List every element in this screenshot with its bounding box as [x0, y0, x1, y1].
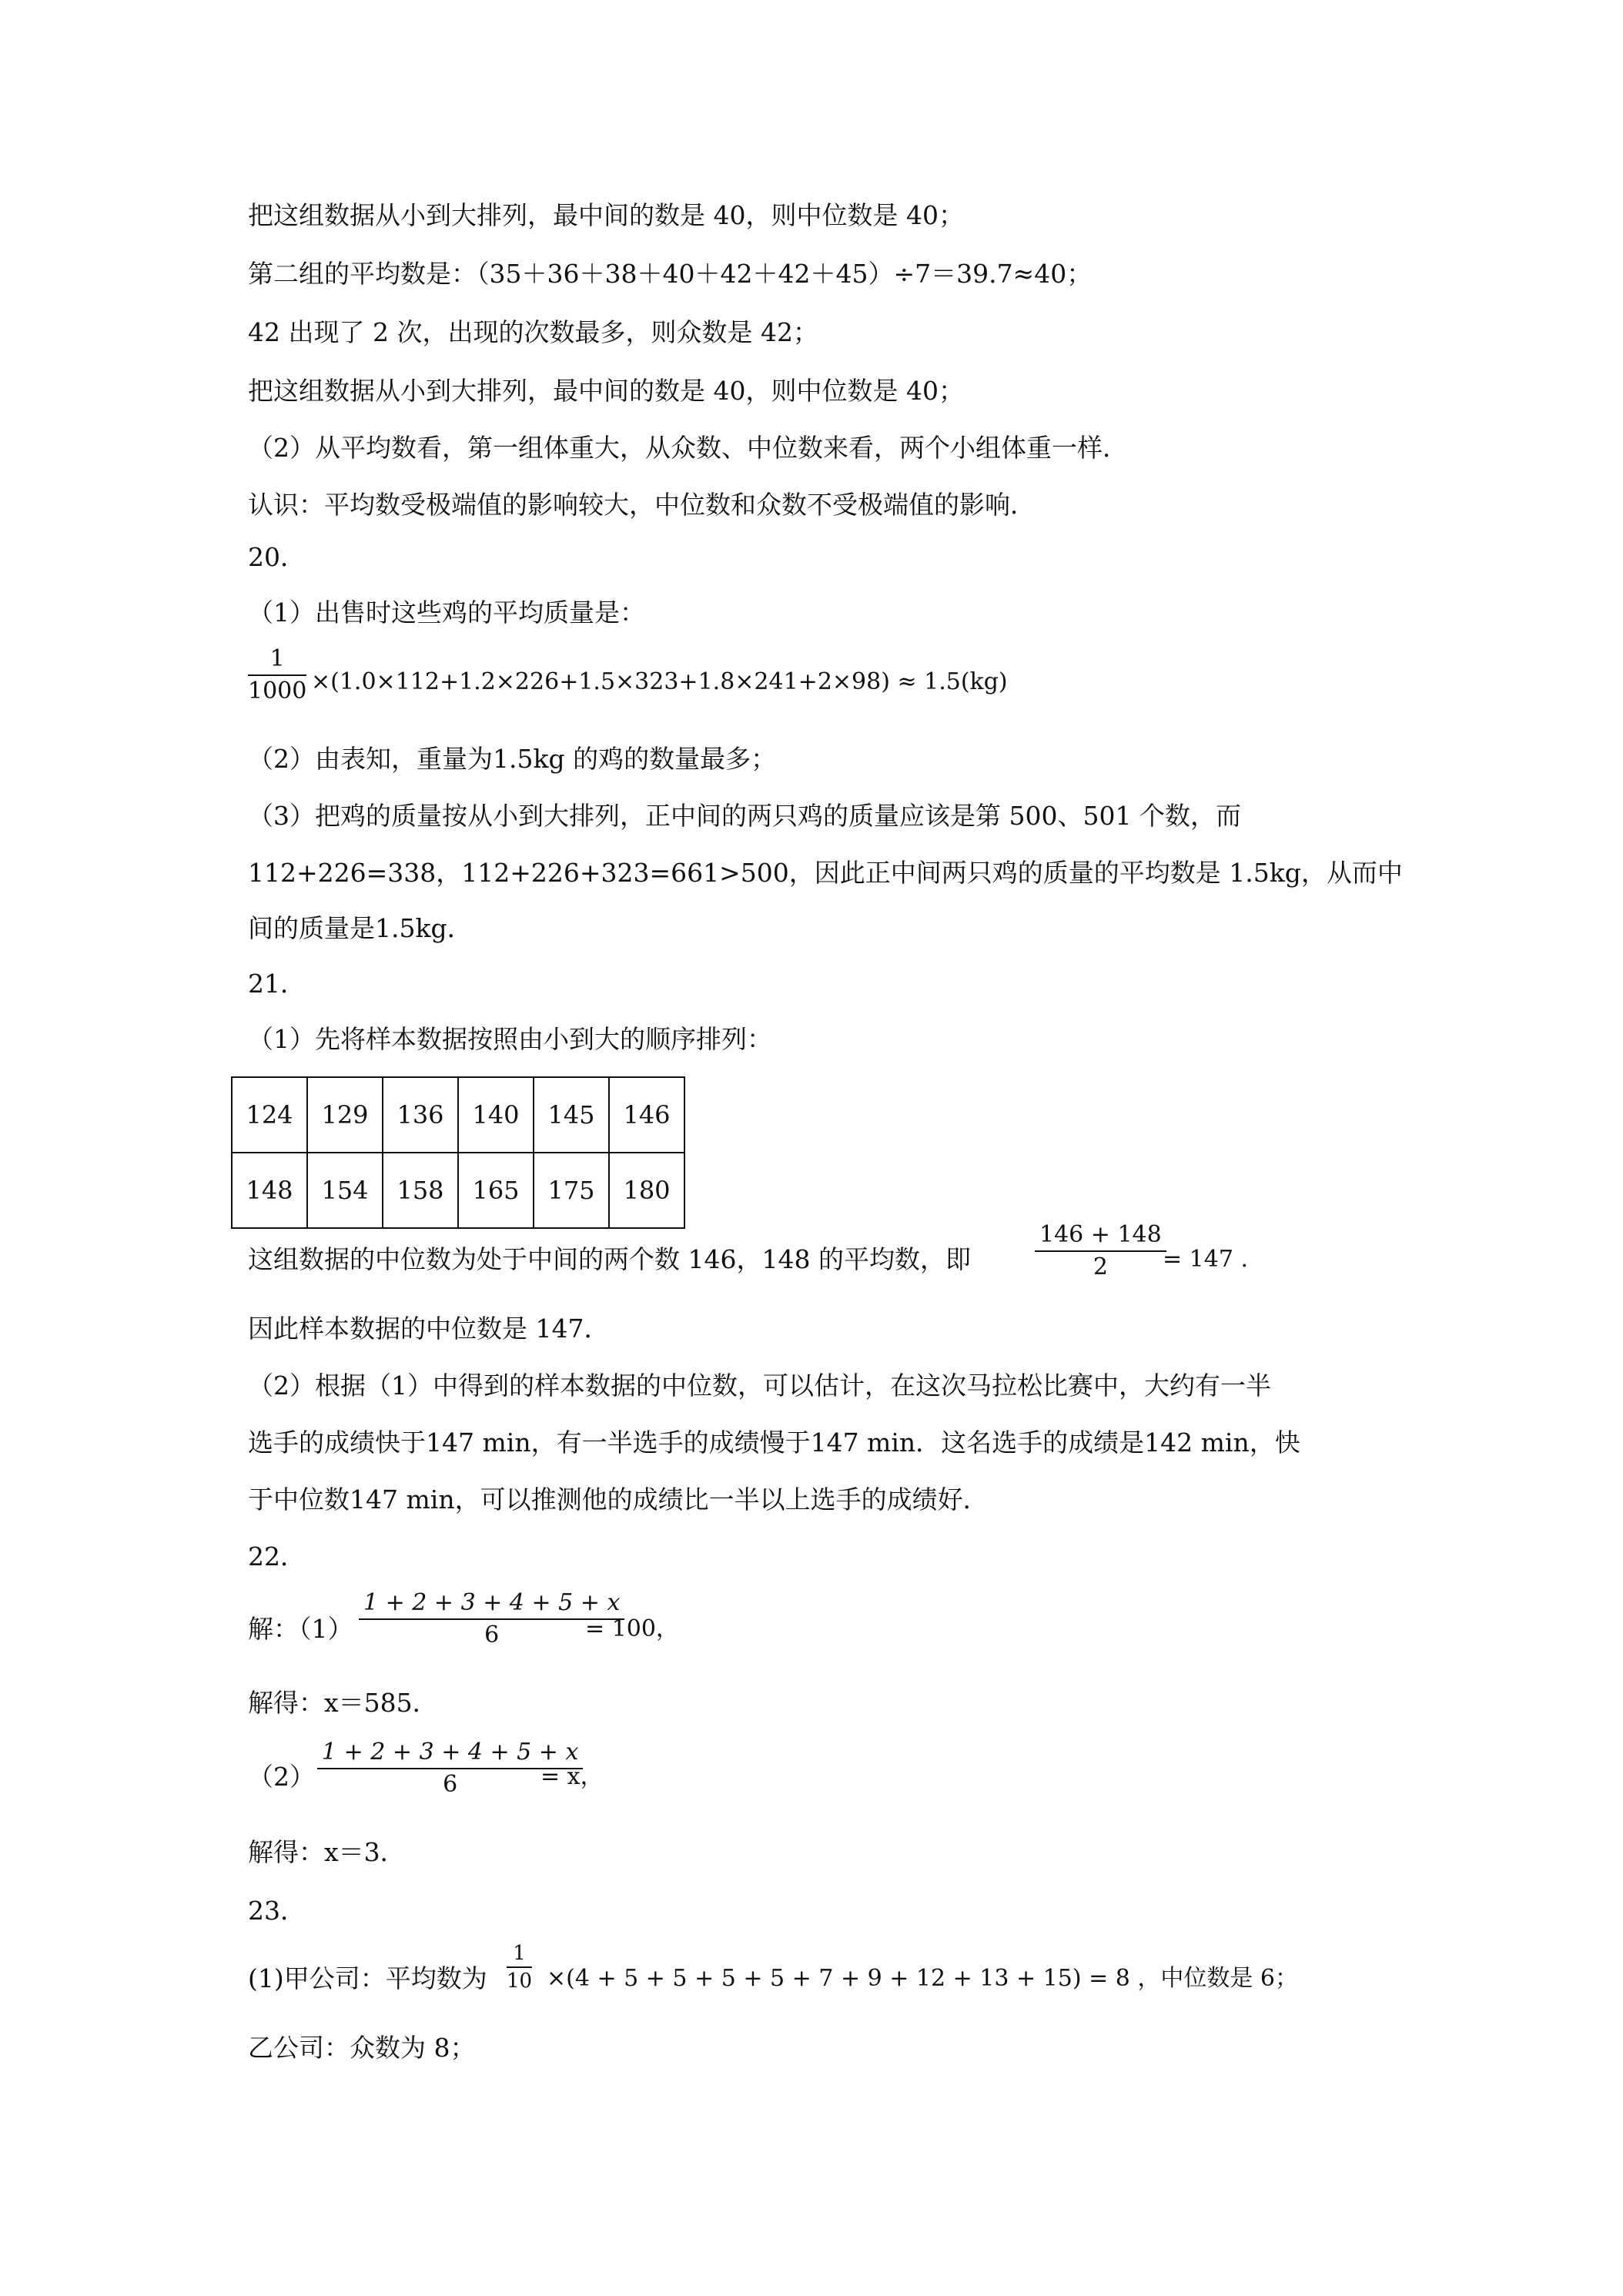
text-line: 解得：x＝3． — [248, 1837, 406, 1867]
text-line: 解：（1） — [248, 1614, 353, 1644]
table-cell: 175 — [534, 1153, 609, 1228]
fraction — [1035, 1220, 1166, 1283]
formula: ×(1.0×112+1.2×226+1.5×323+1.8×241+2×98) ≈ 1.5(kg) — [311, 668, 1008, 695]
table-cell: 158 — [383, 1153, 458, 1228]
table-row — [232, 1077, 684, 1153]
fraction-numerator: 1 + 2 + 3 + 4 + 5 + x — [363, 1589, 621, 1616]
fraction — [248, 644, 306, 707]
fraction-numerator: 1 — [513, 1942, 526, 1965]
table-cell: 154 — [307, 1153, 383, 1228]
question-number: 22． — [248, 1541, 306, 1571]
table-cell: 124 — [232, 1077, 307, 1153]
text-line: 认识：平均数受极端值的影响较大，中位数和众数不受极端值的影响． — [248, 490, 1036, 520]
formula: ×(4 + 5 + 5 + 5 + 5 + 7 + 9 + 12 + 13 + 15) = 8 ，中位数是 6； — [547, 1965, 1299, 1992]
text-line: （1）出售时这些鸡的平均质量是： — [248, 597, 645, 628]
fraction-denominator: 1000 — [248, 678, 307, 705]
table-cell: 180 — [609, 1153, 684, 1228]
formula-result: = x， — [540, 1763, 604, 1790]
text-line: 因此样本数据的中位数是 147． — [248, 1314, 610, 1344]
formula-result: = 147 . — [1163, 1246, 1249, 1273]
text-line: 第二组的平均数是：（35＋36＋38＋40＋42＋42＋45）÷7＝39.7≈40； — [248, 259, 1093, 289]
table-cell: 140 — [458, 1077, 534, 1153]
fraction-numerator: 1 + 2 + 3 + 4 + 5 + x — [322, 1739, 579, 1766]
table-cell: 165 — [458, 1153, 534, 1228]
text-line: （2）从平均数看，第一组体重大，从众数、中位数来看，两个小组体重一样． — [248, 433, 1128, 463]
text-line: 乙公司：众数为 8； — [248, 2033, 476, 2063]
text-line: 间的质量是1.5kg． — [248, 913, 473, 943]
text-line: （2） — [248, 1762, 315, 1792]
table-cell: 148 — [232, 1153, 307, 1228]
text-line: 这组数据的中位数为处于中间的两个数 146，148 的平均数，即 — [248, 1244, 971, 1274]
formula-result: = 100， — [585, 1615, 679, 1642]
fraction — [507, 1940, 532, 1994]
question-number: 20． — [248, 542, 306, 572]
text-line: 112+226=338，112+226+323=661>500，因此正中间两只鸡的质量的平均数是 1.5kg，从而中 — [248, 858, 1403, 888]
fraction-denominator: 2 — [1093, 1253, 1108, 1280]
text-line: (1)甲公司：平均数为 — [248, 1963, 487, 1993]
fraction-denominator: 6 — [484, 1622, 500, 1648]
table-cell: 129 — [307, 1077, 383, 1153]
text-line: （3）把鸡的质量按从小到大排列，正中间的两只鸡的质量应该是第 500、501 个数，而 — [248, 801, 1241, 831]
table-cell: 136 — [383, 1077, 458, 1153]
text-line: （2）根据（1）中得到的样本数据的中位数，可以估计，在这次马拉松比赛中，大约有一半 — [248, 1371, 1271, 1401]
text-line: 把这组数据从小到大排列，最中间的数是 40，则中位数是 40； — [248, 200, 964, 230]
text-line: 把这组数据从小到大排列，最中间的数是 40，则中位数是 40； — [248, 376, 964, 406]
table-cell: 145 — [534, 1077, 609, 1153]
text-line: 选手的成绩快于147 min，有一半选手的成绩慢于147 min．这名选手的成绩是142 min，快 — [248, 1427, 1300, 1458]
fraction-numerator: 146 + 148 — [1039, 1221, 1162, 1248]
table-row — [232, 1153, 684, 1228]
text-line: 解得：x＝585． — [248, 1688, 438, 1718]
fraction-denominator: 6 — [443, 1771, 458, 1798]
text-line: （1）先将样本数据按照由小到大的顺序排列： — [248, 1024, 772, 1054]
text-line: 于中位数147 min，可以推测他的成绩比一半以上选手的成绩好． — [248, 1484, 989, 1514]
table-cell: 146 — [609, 1077, 684, 1153]
text-line: 42 出现了 2 次，出现的次数最多，则众数是 42； — [248, 317, 818, 347]
data-table — [231, 1076, 685, 1229]
question-number: 23． — [248, 1896, 306, 1926]
text-line: （2）由表知，重量为1.5kg 的鸡的数量最多； — [248, 744, 777, 774]
fraction-denominator: 10 — [507, 1970, 533, 1993]
fraction-numerator: 1 — [269, 645, 285, 672]
question-number: 21． — [248, 969, 306, 999]
